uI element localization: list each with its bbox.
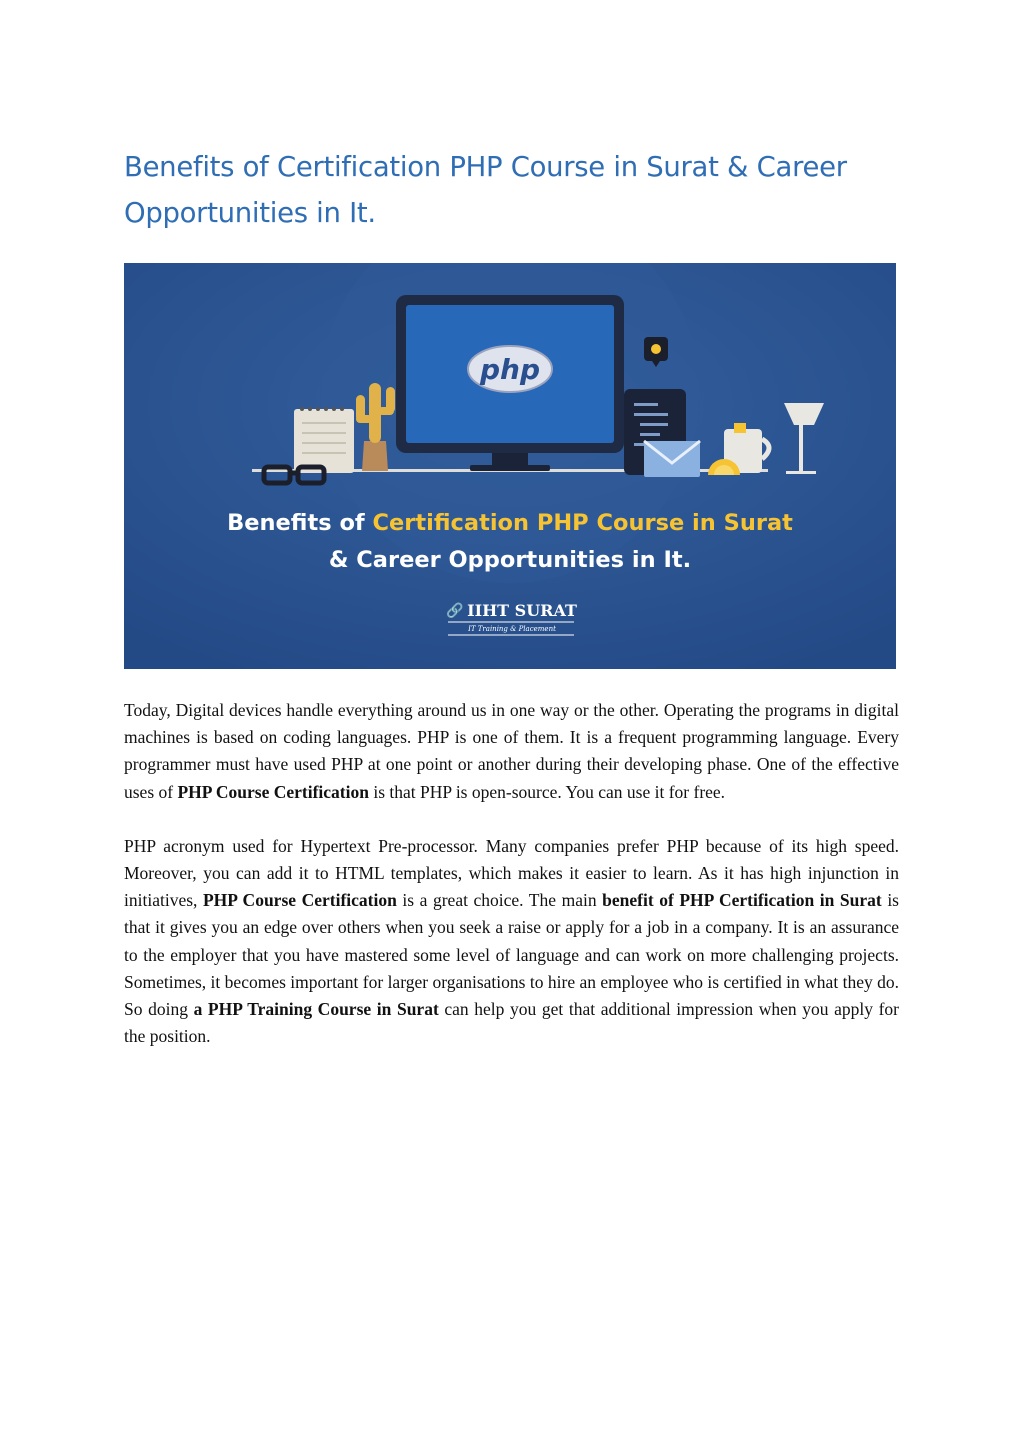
bold-benefit-php-certification: benefit of PHP Certification in Surat [602, 890, 882, 911]
bold-php-training-course: a PHP Training Course in Surat [193, 999, 439, 1020]
php-logo [468, 346, 552, 392]
php-logo-text: php [479, 353, 541, 386]
banner-headline-line-2: & Career Opportunities in It. [328, 547, 692, 573]
envelope-icon [644, 441, 700, 477]
banner-headline-line-1 [227, 510, 793, 536]
brand-name: IIHT SURAT [467, 601, 577, 620]
brand-tagline: IT Training & Placement [468, 625, 556, 633]
bold-php-course-certification: PHP Course Certification [177, 781, 369, 802]
bold-php-course-certification-2: PHP Course Certification [202, 890, 397, 911]
banner-image [124, 263, 896, 669]
article-body [124, 697, 899, 1077]
page-title: Benefits of Certification PHP Course in Surat & Career Opportunities in It. [124, 151, 847, 229]
link-icon: 🔗 [446, 603, 464, 619]
paragraph-benefits: PHP acronym used for Hypertext Pre-processor. Many companies prefer PHP because of its high speed. Moreover, you can add it to HTML templates, which makes it easier to learn. As it has high injunction in initiatives, PHP Course Certification is a great choice. The main benefit of PHP Certification in Surat is that it gives you an edge over others when you seek a raise or apply for a job in a company. It is an assurance to the employer that you have mastered some level of language and can work on more challenging projects. Sometimes, it becomes important for larger organisations to hire an employee who is certified in what they do. So doing a PHP Training Course in Surat can help you get that additional impression when you apply for the position. [124, 835, 899, 1047]
paragraph-intro: Today, Digital devices handle everything around us in one way or the other. Operating the programs in digital machines is based on coding languages. PHP is one of them. It is a frequent programming language. Every programmer must have used PHP at one point or another during their developing phase. One of the effective uses of PHP Course Certification is that PHP is open-source. You can use it for free. [124, 700, 899, 802]
banner-headline-white: Benefits of [227, 510, 373, 536]
banner-headline-yellow: Certification PHP Course in Surat [372, 510, 793, 536]
notepad-icon [294, 407, 354, 473]
